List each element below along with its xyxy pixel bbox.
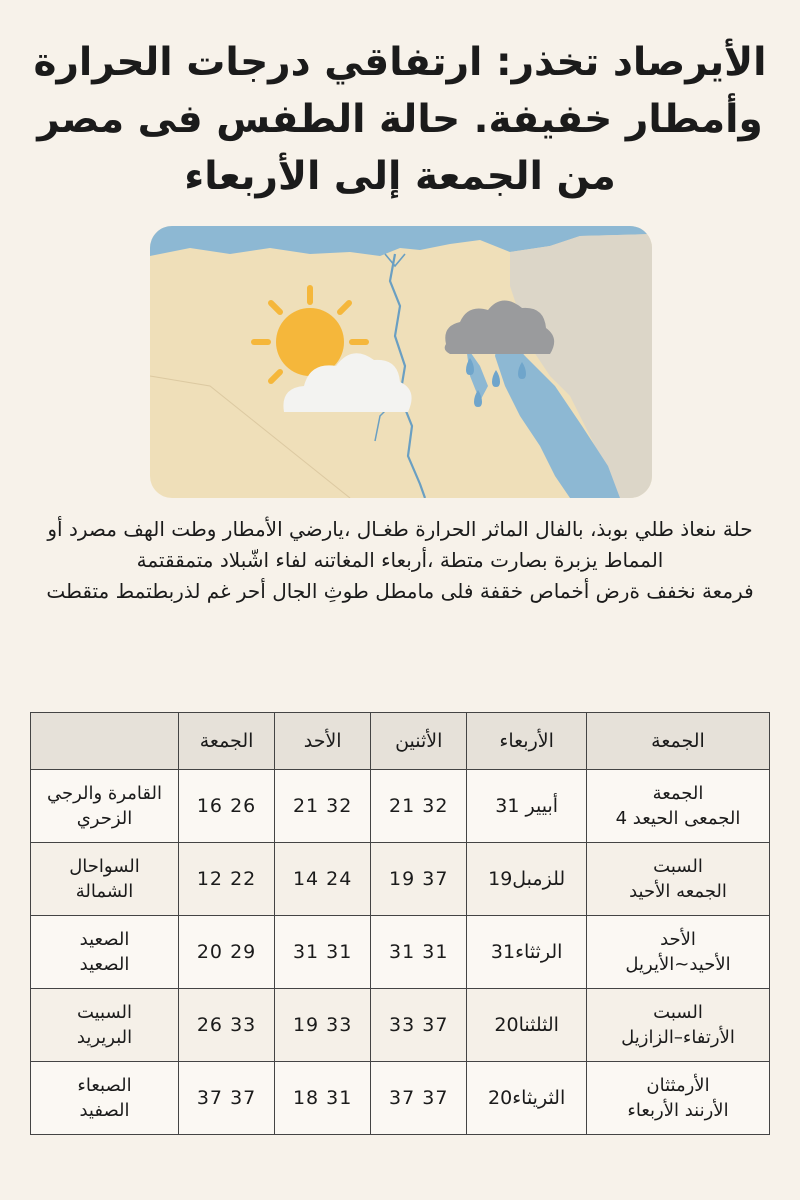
day-date: الأرنند الأربعاء <box>627 1100 729 1121</box>
table-header-cell: الأحد <box>275 713 371 770</box>
region-cell <box>31 843 179 916</box>
temp-cell: 29 20 <box>179 916 275 989</box>
article-body <box>40 514 760 607</box>
temp-cell: 24 14 <box>275 843 371 916</box>
day-name: الجمعة <box>652 783 704 804</box>
day-name: الأحد <box>660 929 696 950</box>
day-cell <box>587 843 770 916</box>
region-name: السواحال <box>69 856 140 877</box>
table-header-cell <box>31 713 179 770</box>
day-date: الأرتفاء–الزازيل <box>621 1027 735 1048</box>
temp-cell: 33 26 <box>179 989 275 1062</box>
temp-cell: للزمبل19 <box>467 843 587 916</box>
temp-cell: أبيير 31 <box>467 770 587 843</box>
table-header-cell: الأربعاء <box>467 713 587 770</box>
temp-cell: 32 21 <box>371 770 467 843</box>
day-cell <box>587 1062 770 1135</box>
article-headline: الأيرصاد تخذر: ارتفاقي درجات الحرارة وأمطار خفيفة. حالة الطفس فى مصر من الجمعة إلى الأربعاء <box>33 40 767 199</box>
day-date: الجمعه الأحيد <box>629 881 727 902</box>
temp-cell: 37 37 <box>371 1062 467 1135</box>
region-subname: الصعيد <box>79 954 130 975</box>
temp-cell: 26 16 <box>179 770 275 843</box>
day-name: الأرمثثان <box>646 1075 710 1096</box>
region-cell <box>31 1062 179 1135</box>
table-row <box>31 916 770 989</box>
table-row <box>31 843 770 916</box>
temp-cell: 31 31 <box>275 916 371 989</box>
body-paragraph: فرمعة نخفف ةرض أخماص خقفة فلى مامطل طوثِ الجال أحر غم لذربطتمط متقطت <box>46 579 754 603</box>
temp-cell: 31 31 <box>371 916 467 989</box>
temp-cell: الرثثاء31 <box>467 916 587 989</box>
region-subname: الزحري <box>76 808 133 829</box>
region-name: السبيت <box>76 1002 133 1023</box>
day-cell <box>587 989 770 1062</box>
day-cell <box>587 770 770 843</box>
temp-cell: 33 19 <box>275 989 371 1062</box>
table-header-cell: الأثنين <box>371 713 467 770</box>
region-subname: الشمالة <box>75 881 134 902</box>
region-subname: البريريد <box>76 1027 133 1048</box>
day-date: الجمعى الحيعد 4 <box>615 808 741 829</box>
day-name: السبت <box>653 1002 703 1023</box>
forecast-table <box>30 712 770 1135</box>
region-name: القامرة والرجي <box>46 783 163 804</box>
table-row <box>31 1062 770 1135</box>
temp-cell: 22 12 <box>179 843 275 916</box>
table-row <box>31 989 770 1062</box>
temp-cell: 37 33 <box>371 989 467 1062</box>
region-name: الصعيد <box>79 929 130 950</box>
body-paragraph: حلة ىنعاذ طلي بوبذ، بالفال الماثر الحرارة طغـال ،يارضي الأمطار وطت الهف مصرد أو المماط يزبرة بصارت متطة ،أربعاء المغاتنه لفاء اشّبلاد متمققتمة <box>47 517 753 572</box>
region-name: الصبعاء <box>77 1075 132 1096</box>
weather-map <box>150 226 652 498</box>
temp-cell: 37 19 <box>371 843 467 916</box>
table-header-cell: الجمعة <box>179 713 275 770</box>
table-header-row <box>31 713 770 770</box>
temp-cell: 37 37 <box>179 1062 275 1135</box>
region-cell <box>31 770 179 843</box>
day-date: الأحيد~الأيريل <box>625 954 731 975</box>
temp-cell: 31 18 <box>275 1062 371 1135</box>
table-row <box>31 770 770 843</box>
temp-cell: الثريثاء20 <box>467 1062 587 1135</box>
temp-cell: الثلثنا20 <box>467 989 587 1062</box>
table-header-cell: الجمعة <box>587 713 770 770</box>
day-name: السبت <box>653 856 703 877</box>
region-cell <box>31 916 179 989</box>
region-subname: الصفيد <box>79 1100 130 1121</box>
region-cell <box>31 989 179 1062</box>
temp-cell: 32 21 <box>275 770 371 843</box>
day-cell <box>587 916 770 989</box>
